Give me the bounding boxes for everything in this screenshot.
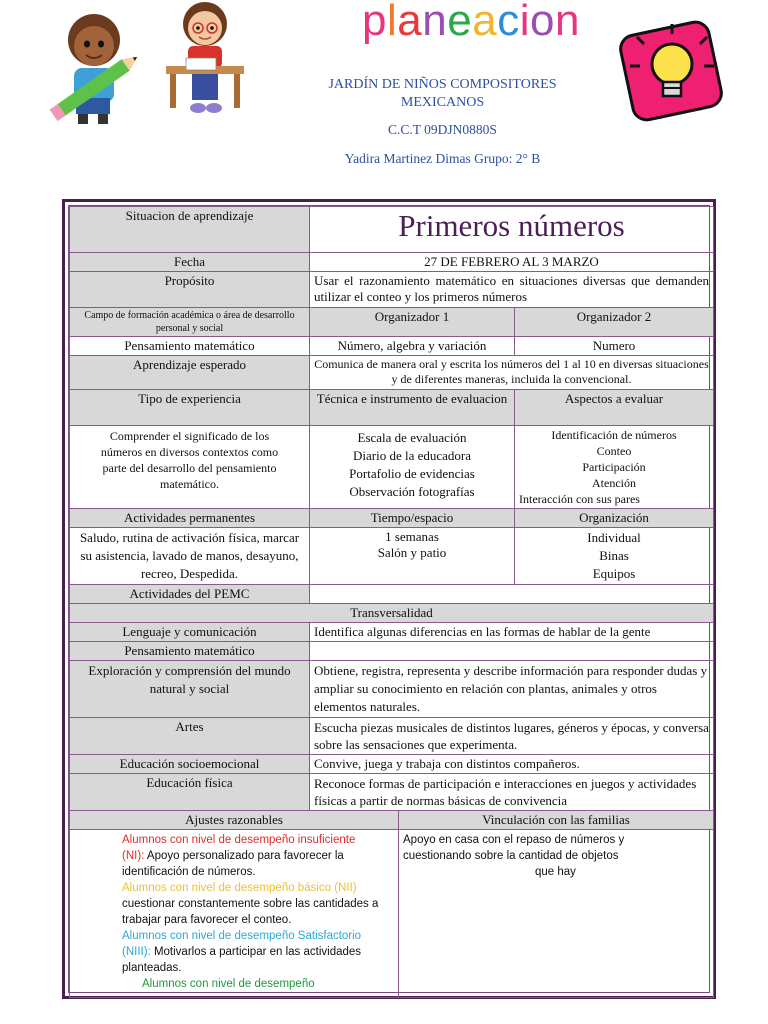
title-letter: a [472,0,498,45]
list-item: 1 semanas [385,529,439,544]
situacion-label: Situacion de aprendizaje [70,207,310,253]
list-item: Atención [592,476,636,490]
fecha-label: Fecha [70,253,310,272]
aprendizaje-value: Comunica de manera oral y escrita los números del 1 al 10 en diversas situaciones y de diferentes maneras, incluida la convencional. [310,356,714,390]
title-letter: e [447,0,473,45]
list-item: Participación [582,460,646,474]
title-letter: p [362,0,387,45]
tipo-experiencia-value: Comprender el significado de los números en diversos contextos como parte del desarrollo del pensamiento matemático. [70,426,310,509]
title-letter: c [497,0,520,45]
list-item: Conteo [596,444,632,458]
ajustes-razonables-label: Ajustes razonables [70,811,399,830]
proposito-value: Usar el razonamiento matemático en situaciones diversas que demanden utilizar el conteo y los primeros números [310,272,714,308]
boy-with-pencil-illustration [42,10,152,130]
list-item: Salón y patio [377,545,447,560]
aspectos-evaluar-list [515,426,714,509]
list-item: Escala de evaluación [357,430,467,445]
school-name-line2: MEXICANOS [400,95,485,110]
ajuste-ni [122,832,388,880]
proposito-label: Propósito [70,272,310,308]
ajuste-niii [122,928,388,976]
organizacion-list [515,528,714,585]
ajuste-niii-text: Motivarlos a participar en las actividades planteadas. [122,946,362,974]
school-name-line1: JARDÍN DE NIÑOS COMPOSITORES [328,77,557,92]
light-bulb-icon [612,16,730,126]
organizacion-label: Organización [515,509,714,528]
list-item: Identificación de números [551,428,677,442]
title-letter: l [386,0,398,45]
pemc-value [310,585,714,604]
list-item: Diario de la educadora [352,448,472,463]
aspectos-evaluar-label: Aspectos a evaluar [515,390,714,426]
ajuste-ni-title: Alumnos con nivel de desempeño insuficiente [122,834,356,846]
list-item: Equipos [592,566,636,581]
ajuste-nii-title: Alumnos con nivel de desempeño básico (NII) [122,882,357,894]
ajuste-nii-text: cuestionar constantemente sobre las cantidades a trabajar para favorecer el conteo. [122,898,379,926]
vinculacion-familias-value [399,830,714,998]
tiempo-espacio-list [310,528,515,585]
title-letter: n [422,0,448,45]
pensamiento-label: Pensamiento matemático [70,642,310,661]
exploracion-value: Obtiene, registra, representa y describe información para responder dudas y ampliar su conocimiento en relación con plantas, animales y otros elementos naturales. [310,661,714,718]
artes-label: Artes [70,718,310,755]
fecha-value: 27 DE FEBRERO AL 3 MARZO [310,253,714,272]
ajuste-niii-title: Alumnos con nivel de desempeño Satisfactorio [122,930,362,942]
pensamiento-value [310,642,714,661]
socioemocional-value: Convive, juega y trabaja con distintos compañeros. [310,755,714,774]
tecnica-instrumento-label: Técnica e instrumento de evaluacion [310,390,515,426]
educacion-fisica-label: Educación física [70,774,310,811]
list-item: Binas [599,548,629,563]
title-letter: i [519,0,530,45]
lenguaje-label: Lenguaje y comunicación [70,623,310,642]
actividades-permanentes-value: Saludo, rutina de activación física, marcar su asistencia, lavado de manos, desayuno, recreo, Despedida. [70,528,310,585]
campo-formacion-label: Campo de formación académica o área de desarrollo personal y social [70,308,310,337]
ajuste-ni-text: Apoyo personalizado para favorecer la identificación de números. [122,850,344,878]
ajuste-niv [122,976,388,992]
ajuste-nii [122,880,388,928]
school-name [300,76,585,112]
exploracion-label: Exploración y comprensión del mundo natural y social [70,661,310,718]
vinculacion-line: cuestionando sobre la cantidad de objetos [403,850,619,862]
tecnica-instrumento-list [310,426,515,509]
planning-table [69,206,714,998]
artes-value: Escucha piezas musicales de distintos lugares, géneros y épocas, y conversa sobre las sensaciones que experimenta. [310,718,714,755]
title-letter: a [397,0,423,45]
planeacion-title [362,0,580,46]
school-cct: C.C.T 09DJN0880S [388,122,497,137]
ajuste-niii-code: (NIII): [122,946,151,958]
organizador2-value: Numero [515,337,714,356]
teacher-group: Yadira Martinez Dimas Grupo: 2° B [344,151,541,166]
tipo-experiencia-label: Tipo de experiencia [70,390,310,426]
vinculacion-line: que hay [535,866,576,878]
educacion-fisica-value: Reconoce formas de participación e interacciones en juegos y actividades físicas a partir de normas básicas de convivencia [310,774,714,811]
vinculacion-line: Apoyo en casa con el repaso de números y [403,834,625,846]
socioemocional-label: Educación socioemocional [70,755,310,774]
organizador2-label: Organizador 2 [515,308,714,337]
list-item: Observación fotografías [349,484,475,499]
ajuste-niv-title: Alumnos con nivel de desempeño [142,978,315,990]
list-item: Portafolio de evidencias [349,466,475,481]
organizador1-value: Número, algebra y variación [310,337,515,356]
header [0,0,768,195]
transversalidad-label: Transversalidad [70,604,714,623]
tiempo-espacio-label: Tiempo/espacio [310,509,515,528]
girl-writing-illustration [160,0,250,122]
ajuste-ni-code: (NI): [122,850,145,862]
title-letter: o [529,0,555,45]
actividades-permanentes-label: Actividades permanentes [70,509,310,528]
aprendizaje-label: Aprendizaje esperado [70,356,310,390]
pemc-label: Actividades del PEMC [70,585,310,604]
title-letter: n [554,0,580,45]
vinculacion-familias-label: Vinculación con las familias [399,811,714,830]
ajustes-razonables-value [70,830,399,998]
organizador1-label: Organizador 1 [310,308,515,337]
situacion-value: Primeros números [310,207,714,253]
campo-formacion-value: Pensamiento matemático [70,337,310,356]
list-item: Individual [587,530,641,545]
planning-table-frame [62,199,716,999]
lenguaje-value: Identifica algunas diferencias en las formas de hablar de la gente [310,623,714,642]
list-item: Interacción con sus pares [519,492,640,506]
